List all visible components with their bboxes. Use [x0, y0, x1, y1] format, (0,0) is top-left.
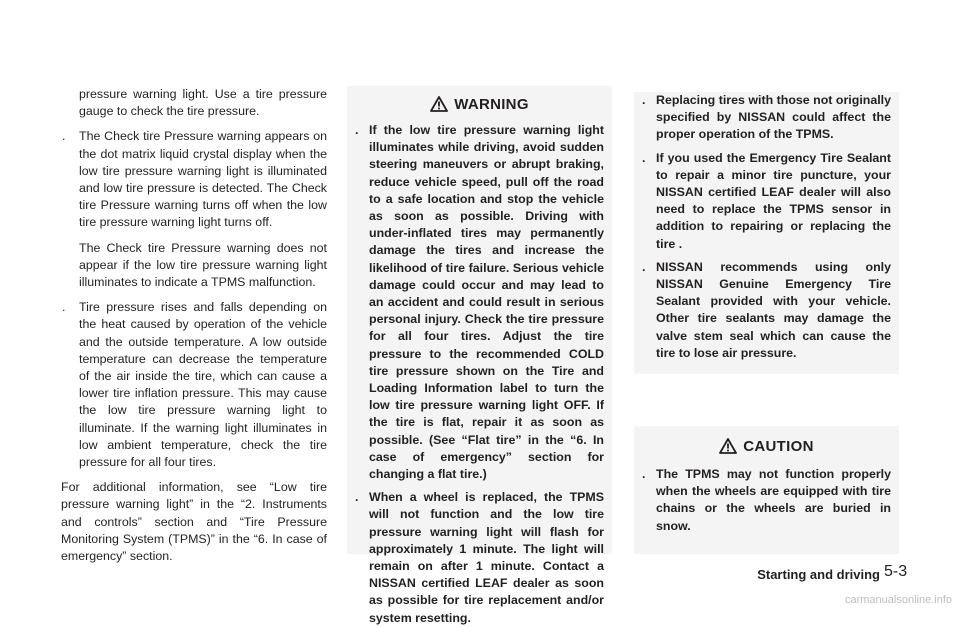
caution-icon	[719, 438, 737, 454]
bullet-pressure-temperature: . Tire pressure rises and falls depending on the heat caused by operation of the vehicle and the outside temperature. A low outside temperature can decrease the temperature of the air inside the tire, which can cause a lower tire inflation pressure. This may cause the low tire pressure warning light to illuminate. If the warning light illuminates in low ambient temperature, check the tire pressure for all four tires.	[61, 299, 327, 471]
caution-box	[634, 426, 899, 554]
section-name: Starting and driving	[757, 567, 880, 582]
warning-bullet-4: . If you used the Emergency Tire Sealant to repair a minor tire puncture, your NISSAN certified LEAF dealer will also need to replace the TPMS sensor in addition to repairing or replacing the tire .	[634, 150, 899, 253]
caution-text: The TPMS may not function properly when the wheels are equipped with tire chains or the wheels are buried in snow.	[656, 467, 891, 533]
watermark: carmanualsonline.info	[844, 594, 952, 606]
warning-text: If the low tire pressure warning light illuminates while driving, avoid sudden steering maneuvers or abrupt braking, reduce vehicle speed, pull off the road to a safe location and stop the vehicle as soon as possible. Driving with under-inflated tires may permanently damage the tires and increase the likelihood of tire failure. Serious vehicle damage could occur and may lead to an accident and could result in serious personal injury. Check the tire pressure for all four tires. Adjust the tire pressure to the recommended COLD tire pressure shown on the Tire and Loading Information label to turn the low tire pressure warning light OFF. If the tire is flat, repair it as soon as possible. (See “Flat tire” in the “6. In case of emergency” section for changing a flat tire.)	[369, 123, 604, 482]
warning-bullet-1: . If the low tire pressure warning light illuminates while driving, avoid sudden steering maneuvers or abrupt braking, reduce vehicle speed, pull off the road to a safe location and stop the vehicle as soon as possible. Driving with under-inflated tires may permanently damage the tires and increase the likelihood of tire failure. Serious vehicle damage could occur and may lead to an accident and could result in serious personal injury. Check the tire pressure for all four tires. Adjust the tire pressure to the recommended COLD tire pressure shown on the Tire and Loading Information label to turn the low tire pressure warning light OFF. If the tire is flat, repair it as soon as possible. (See “Flat tire” in the “6. In case of emergency” section for changing a flat tire.)	[347, 122, 612, 483]
warning-text: NISSAN recommends using only NISSAN Genuine Emergency Tire Sealant provided with your vehicle. Other tire sealants may damage the valve stem seal which can cause the tire to lose air pressure.	[656, 259, 891, 360]
caution-title: CAUTION	[743, 437, 814, 455]
continued-text: pressure warning light. Use a tire pressure gauge to check the tire pressure.	[79, 87, 327, 119]
warning-text: If you used the Emergency Tire Sealant to repair a minor tire puncture, your NISSAN certified LEAF dealer will also need to replace the TPMS sensor in addition to repairing or replacing the tire .	[656, 150, 891, 251]
bullet-subtext: The Check tire Pressure warning does not appear if the low tire pressure warning light illuminates to indicate a TPMS malfunction.	[79, 240, 327, 290]
warning-box-continued	[634, 92, 899, 374]
bullet-check-warning: . The Check tire Pressure warning appears on the dot matrix liquid crystal display when the low tire pressure warning light is illuminated and low tire pressure is detected. The Check tire Pressure warning turns off when the low tire pressure warning light turns off. The Check tire Pressure warning does not appear if the low tire pressure warning light illuminates to indicate a TPMS malfunction.	[61, 128, 327, 291]
warning-bullet-3: . Replacing tires with those not originally specified by NISSAN could affect the proper operation of the TPMS.	[634, 92, 899, 144]
warning-header	[347, 86, 612, 122]
right-column	[634, 86, 899, 554]
reference-paragraph: For additional information, see “Low tire pressure warning light” in the “2. Instruments and controls” section and “Tire Pressure Monitoring System (TPMS)” in the “6. In case of emergency” section.	[61, 480, 327, 564]
caution-header	[634, 426, 899, 466]
warning-title: WARNING	[454, 95, 529, 113]
warning-icon	[430, 96, 448, 112]
warning-bullet-2: . When a wheel is replaced, the TPMS will not function and the low tire pressure warning light will flash for approximately 1 minute. The light will remain on after 1 minute. Contact a NISSAN certified LEAF dealer as soon as possible for tire replacement and/or system resetting.	[347, 489, 612, 627]
caution-bullet-1: . The TPMS may not function properly when the wheels are equipped with tire chains or the wheels are buried in snow.	[634, 466, 899, 535]
left-column	[61, 86, 327, 565]
bullet-text: Tire pressure rises and falls depending on the heat caused by operation of the vehicle and the outside temperature. A low outside temperature can decrease the temperature of the air inside the tire, which can cause a lower tire inflation pressure. This may cause the low tire pressure warning light to illuminate. If the warning light illuminates in low ambient temperature, check the tire pressure for all four tires.	[79, 300, 327, 470]
warning-text: Replacing tires with those not originally specified by NISSAN could affect the proper operation of the TPMS.	[656, 93, 891, 142]
bullet-text: The Check tire Pressure warning appears on the dot matrix liquid crystal display when the low tire pressure warning light is illuminated and low tire pressure is detected. The Check tire Pressure warning turns off when the low tire pressure warning light turns off.	[79, 129, 327, 230]
warning-bullet-5: . NISSAN recommends using only NISSAN Genuine Emergency Tire Sealant provided with your vehicle. Other tire sealants may damage the valve stem seal which can cause the tire to lose air pressure.	[634, 259, 899, 362]
warning-text: When a wheel is replaced, the TPMS will not function and the low tire pressure warning light will flash for approximately 1 minute. The light will remain on after 1 minute. Contact a NISSAN certified LEAF dealer as soon as possible for tire replacement and/or system resetting.	[369, 490, 604, 625]
page-number: 5-3	[884, 563, 908, 580]
warning-box	[347, 86, 612, 625]
